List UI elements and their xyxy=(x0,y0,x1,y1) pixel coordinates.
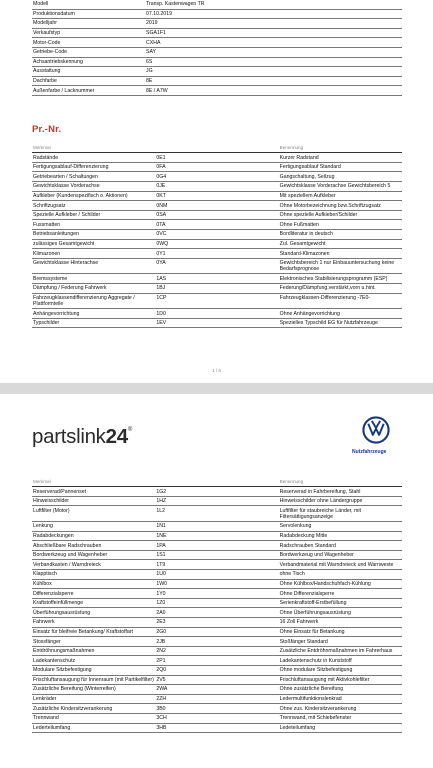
description-cell: Bordliteratur in deutsch xyxy=(279,230,402,240)
feature-cell: Zusätzliche Bereifung (Winterreifen) xyxy=(32,685,155,695)
code-cell: 1HZ xyxy=(155,496,278,506)
info-row xyxy=(32,76,402,86)
info-value: SGA1F1 xyxy=(145,28,402,38)
description-cell: ohne Tisch xyxy=(279,570,402,580)
description-cell: Reserverad in Fahrbereifung, Stahl xyxy=(279,487,402,497)
description-cell: 16 Zoll Fahrwerk xyxy=(279,618,402,628)
vw-logo-icon xyxy=(362,416,390,444)
table-row xyxy=(32,550,402,560)
table-row xyxy=(32,637,402,647)
vehicle-info-table xyxy=(32,0,402,96)
table-row xyxy=(32,293,402,309)
description-cell: Ohne Motorbezeichnung bzw.Schriftzugsatz xyxy=(279,201,402,211)
description-cell: Kurzer Radstand xyxy=(279,153,402,163)
info-row xyxy=(32,67,402,77)
feature-cell: Bordwerkzeug und Wagenheber xyxy=(32,550,155,560)
info-label: Produktionsdatum xyxy=(32,9,145,19)
table-row xyxy=(32,182,402,192)
table-row xyxy=(32,258,402,274)
code-cell: 0G4 xyxy=(155,172,278,182)
table-row xyxy=(32,665,402,675)
table-row xyxy=(32,618,402,628)
table-row xyxy=(32,675,402,685)
feature-cell: Differenzialsperre xyxy=(32,589,155,599)
description-cell: Ledermultifunktionslenkrad xyxy=(279,694,402,704)
table-row xyxy=(32,230,402,240)
info-value: JG xyxy=(145,67,402,77)
column-header-benennung: Benennung xyxy=(279,144,402,153)
column-header-code xyxy=(155,144,278,153)
description-cell: Bordwerkzeug und Wagenheber xyxy=(279,550,402,560)
info-value: 2019 xyxy=(145,19,402,29)
table-row xyxy=(32,560,402,570)
info-value: 6S xyxy=(145,57,402,67)
table-row xyxy=(32,162,402,172)
feature-cell: Ladekantenschutz xyxy=(32,656,155,666)
description-cell: Radabdeckung Mitte xyxy=(279,531,402,541)
table-row xyxy=(32,589,402,599)
code-cell: 0NM xyxy=(155,201,278,211)
feature-cell: Lenkräder xyxy=(32,694,155,704)
code-cell: 1PA xyxy=(155,541,278,551)
table-row xyxy=(32,201,402,211)
document-page-1 xyxy=(0,0,433,383)
feature-cell: Luftfilter (Motor) xyxy=(32,506,155,522)
code-cell: 0WQ xyxy=(155,239,278,249)
code-cell: 1L2 xyxy=(155,506,278,522)
code-cell: 1NE xyxy=(155,531,278,541)
code-cell: 2N2 xyxy=(155,646,278,656)
feature-cell: Kühlbox xyxy=(32,579,155,589)
info-row xyxy=(32,19,402,29)
code-cell: 0YA xyxy=(155,258,278,274)
description-cell: Hinweisschilder ohne Ländergruppe xyxy=(279,496,402,506)
description-cell: Ohne Differenzialsperre xyxy=(279,589,402,599)
code-cell: 0Y1 xyxy=(155,249,278,259)
description-cell: Ohne Kühlbox/Handschuhfach-Kühlung xyxy=(279,579,402,589)
code-cell: 1BJ xyxy=(155,284,278,294)
feature-cell: Abschließbare Radschrauben xyxy=(32,541,155,551)
description-cell: Ledeteilumfang xyxy=(279,723,402,733)
feature-cell: Fahrzeugklassendifferenzierung Aggregate / Plattformteile xyxy=(32,293,155,309)
description-cell: Servolenkung xyxy=(279,522,402,532)
page-gap xyxy=(0,383,433,394)
description-cell: Gangschaltung, Seilzug xyxy=(279,172,402,182)
info-row xyxy=(32,38,402,48)
description-cell: Frischluftansaugung mit Aktivkohlefilter xyxy=(279,675,402,685)
info-label: Außenfarbe / Lacknummer xyxy=(32,86,145,96)
info-value: CXHA xyxy=(145,38,402,48)
info-value: 8E xyxy=(145,76,402,86)
table-row xyxy=(32,274,402,284)
code-cell: 2JB xyxy=(155,637,278,647)
description-cell: Ohne Überführungsausrüstung xyxy=(279,608,402,618)
description-cell: Ohne Anhängevorrichtung xyxy=(279,309,402,319)
description-cell: Verbandmaterial mit Warndreieck und Warnweste xyxy=(279,560,402,570)
description-cell: Federung/Dämpfung,verstärkt,vorn u.hint. xyxy=(279,284,402,294)
partslink24-logo xyxy=(32,425,132,449)
page-number: 1 / 6 xyxy=(212,368,221,373)
description-cell: Ohne Fußmatten xyxy=(279,220,402,230)
feature-cell: Radstände xyxy=(32,153,155,163)
info-row xyxy=(32,47,402,57)
column-header-merkmal: Merkmal xyxy=(32,478,155,487)
table-row xyxy=(32,598,402,608)
info-value: SAY xyxy=(145,47,402,57)
code-cell: 1Z0 xyxy=(155,598,278,608)
code-cell: 2Q0 xyxy=(155,665,278,675)
table-row xyxy=(32,656,402,666)
table-row xyxy=(32,704,402,714)
feature-cell: Getriebearten / Schaltungen xyxy=(32,172,155,182)
description-cell: Gewichtsbereich 1 nur Einbauuntersuchung keine Bedarfsprognose xyxy=(279,258,402,274)
description-cell: Serienkraftstoff-Erstbefüllung xyxy=(279,598,402,608)
table-row xyxy=(32,713,402,723)
info-label: Getriebe-Code xyxy=(32,47,145,57)
table-row xyxy=(32,570,402,580)
feature-cell: Aufkleber (Kundenspezifisch o. Aktionen) xyxy=(32,191,155,201)
table-row xyxy=(32,487,402,497)
info-label: Ausstattung xyxy=(32,67,145,77)
table-row xyxy=(32,531,402,541)
code-cell: 2WA xyxy=(155,685,278,695)
table-row xyxy=(32,522,402,532)
feature-cell: Hinweisschilder xyxy=(32,496,155,506)
code-cell: 0SA xyxy=(155,210,278,220)
logo-text-light: partslink xyxy=(32,425,106,448)
table-row xyxy=(32,284,402,294)
code-cell: 1U0 xyxy=(155,570,278,580)
description-cell: Ohne modulare Sitzbefestigung xyxy=(279,665,402,675)
table-row xyxy=(32,579,402,589)
code-cell: 2G0 xyxy=(155,627,278,637)
description-cell: Stoßfänger Standard xyxy=(279,637,402,647)
feature-cell: Anhängevorrichtung xyxy=(32,309,155,319)
feature-cell: Lenkung xyxy=(32,522,155,532)
feature-cell: Fahrwerk xyxy=(32,618,155,628)
feature-cell: Klapptisch xyxy=(32,570,155,580)
code-cell: 1Y0 xyxy=(155,589,278,599)
brand-label: Nutzfahrzeuge xyxy=(352,449,387,455)
code-cell: 2A0 xyxy=(155,608,278,618)
code-cell: 1G2 xyxy=(155,487,278,497)
table-row xyxy=(32,608,402,618)
code-cell: 0JE xyxy=(155,182,278,192)
code-cell: 1CP xyxy=(155,293,278,309)
column-header-code xyxy=(155,478,278,487)
feature-cell: Stossfänger xyxy=(32,637,155,647)
feature-cell: Fussmatten xyxy=(32,220,155,230)
table-row xyxy=(32,239,402,249)
code-cell: 0KT xyxy=(155,191,278,201)
column-header-benennung: Benennung xyxy=(279,478,402,487)
table-row xyxy=(32,685,402,695)
description-cell: Ohne Einsatz für Betankung xyxy=(279,627,402,637)
table-row xyxy=(32,153,402,163)
description-cell: Ladekantenschutz in Kunststoff xyxy=(279,656,402,666)
feature-cell: Überführungsausrüstung xyxy=(32,608,155,618)
code-cell: 2E3 xyxy=(155,618,278,628)
logo-trademark: ® xyxy=(127,427,132,433)
feature-cell: Modulare Sitzbefestigung xyxy=(32,665,155,675)
code-cell: 3B0 xyxy=(155,704,278,714)
feature-cell: Dämpfung / Federung Fahrwerk xyxy=(32,284,155,294)
description-cell: Ohne zusätzliche Bereifung xyxy=(279,685,402,695)
info-row xyxy=(32,28,402,38)
info-label: Verkaufstyp xyxy=(32,28,145,38)
pr-number-table xyxy=(32,144,402,328)
column-header-merkmal: Merkmal xyxy=(32,144,155,153)
code-cell: 0VC xyxy=(155,230,278,240)
description-cell: Luftfilter für staubreiche Länder, mit Filtersättigungsanzeige xyxy=(279,506,402,522)
feature-cell: Entdröhnungsmaßnahmen xyxy=(32,646,155,656)
feature-cell: Trennwand xyxy=(32,713,155,723)
info-label: Modelljahr xyxy=(32,19,145,29)
description-cell: Zusätzliche Entdröhnmaßnahmen im Fahrerhaus xyxy=(279,646,402,656)
feature-cell: Fertigungsablauf-Differenzierung xyxy=(32,162,155,172)
code-cell: 0E1 xyxy=(155,153,278,163)
table-row xyxy=(32,723,402,733)
feature-cell: Schriftzugsatz xyxy=(32,201,155,211)
description-cell: Spezielles Typschild EG für Nutzfahrzeuge xyxy=(279,318,402,328)
feature-cell: Spezielle Aufkleber / Schilder xyxy=(32,210,155,220)
feature-cell: Zusätzliche Kindersitzverankerung xyxy=(32,704,155,714)
code-cell: 3CH xyxy=(155,713,278,723)
info-label: Modell xyxy=(32,0,145,9)
code-cell: 1W0 xyxy=(155,579,278,589)
feature-cell: Gewichtsklasse Hinterachse xyxy=(32,258,155,274)
description-cell: Zul. Gesamtgewicht xyxy=(279,239,402,249)
code-cell: 1T9 xyxy=(155,560,278,570)
table-row xyxy=(32,496,402,506)
description-cell: Mit speziellem Aufkleber xyxy=(279,191,402,201)
info-label: Dachfarbe xyxy=(32,76,145,86)
code-cell: 2V5 xyxy=(155,675,278,685)
feature-cell: Reserverad/Pannenset xyxy=(32,487,155,497)
feature-cell: Lederteilumfang xyxy=(32,723,155,733)
code-cell: 2ZH xyxy=(155,694,278,704)
code-cell: 2P1 xyxy=(155,656,278,666)
feature-cell: Bremssysteme xyxy=(32,274,155,284)
info-row xyxy=(32,9,402,19)
table-row xyxy=(32,172,402,182)
code-cell: 1N1 xyxy=(155,522,278,532)
code-cell: 1AS xyxy=(155,274,278,284)
description-cell: Ohne zus. Kindersitzverankerung xyxy=(279,704,402,714)
table-row xyxy=(32,506,402,522)
feature-cell: Verbandkasten / Warndreieck xyxy=(32,560,155,570)
table-row xyxy=(32,249,402,259)
feature-cell: zulässiges Gesamtgewicht xyxy=(32,239,155,249)
info-value: 8E / A7W xyxy=(145,86,402,96)
code-cell: 1S1 xyxy=(155,550,278,560)
info-row xyxy=(32,57,402,67)
info-label: Motor-Code xyxy=(32,38,145,48)
info-label: Achsantriebskennung xyxy=(32,57,145,67)
code-cell: 0TA xyxy=(155,220,278,230)
code-cell: 1D0 xyxy=(155,309,278,319)
feature-cell: Einsatz für bleifreie Betankung/ Kraftstoffart xyxy=(32,627,155,637)
table-row xyxy=(32,309,402,319)
feature-cell: Gewichtsklasse Vorderachse xyxy=(32,182,155,192)
code-cell: 1EV xyxy=(155,318,278,328)
feature-cell: Kraftstoffeinfüllmenge xyxy=(32,598,155,608)
table-row xyxy=(32,694,402,704)
table-row xyxy=(32,627,402,637)
info-row xyxy=(32,0,402,9)
description-cell: Ohne spezielle Aufkleber/Schilder xyxy=(279,210,402,220)
description-cell: Trennwand, mit Schiebefenster xyxy=(279,713,402,723)
table-row xyxy=(32,210,402,220)
table-row xyxy=(32,646,402,656)
feature-cell: Betriebsanleitungen xyxy=(32,230,155,240)
code-cell: 3HB xyxy=(155,723,278,733)
logo-text-bold: 24 xyxy=(105,425,128,448)
pr-number-table-continued xyxy=(32,478,402,733)
description-cell: Fertigungsablauf Standard xyxy=(279,162,402,172)
description-cell: Elektronisches Stabilisierungsprogramm (ESP) xyxy=(279,274,402,284)
table-row xyxy=(32,541,402,551)
code-cell: 0FA xyxy=(155,162,278,172)
table-row xyxy=(32,318,402,328)
document-page-2 xyxy=(0,394,433,768)
feature-cell: Typschilder xyxy=(32,318,155,328)
description-cell: Gewichtsklasse Vorderachse Gewichtsbereich 5 xyxy=(279,182,402,192)
feature-cell: Radabdeckungen xyxy=(32,531,155,541)
info-value: Transp. Kastenwagen TR xyxy=(145,0,402,9)
description-cell: Radschrauben Standard xyxy=(279,541,402,551)
description-cell: Fahrzeugklassen-Differenzierung -7E0- xyxy=(279,293,402,309)
pr-section-title: Pr.-Nr. xyxy=(32,124,62,135)
info-row xyxy=(32,86,402,96)
feature-cell: Klimazonen xyxy=(32,249,155,259)
info-value: 07.10.2019 xyxy=(145,9,402,19)
table-row xyxy=(32,220,402,230)
description-cell: Standard-Klimazonen xyxy=(279,249,402,259)
feature-cell: Frischluftansaugung für Innenraum (mit Partikelfilter) xyxy=(33,676,154,683)
table-row xyxy=(32,191,402,201)
